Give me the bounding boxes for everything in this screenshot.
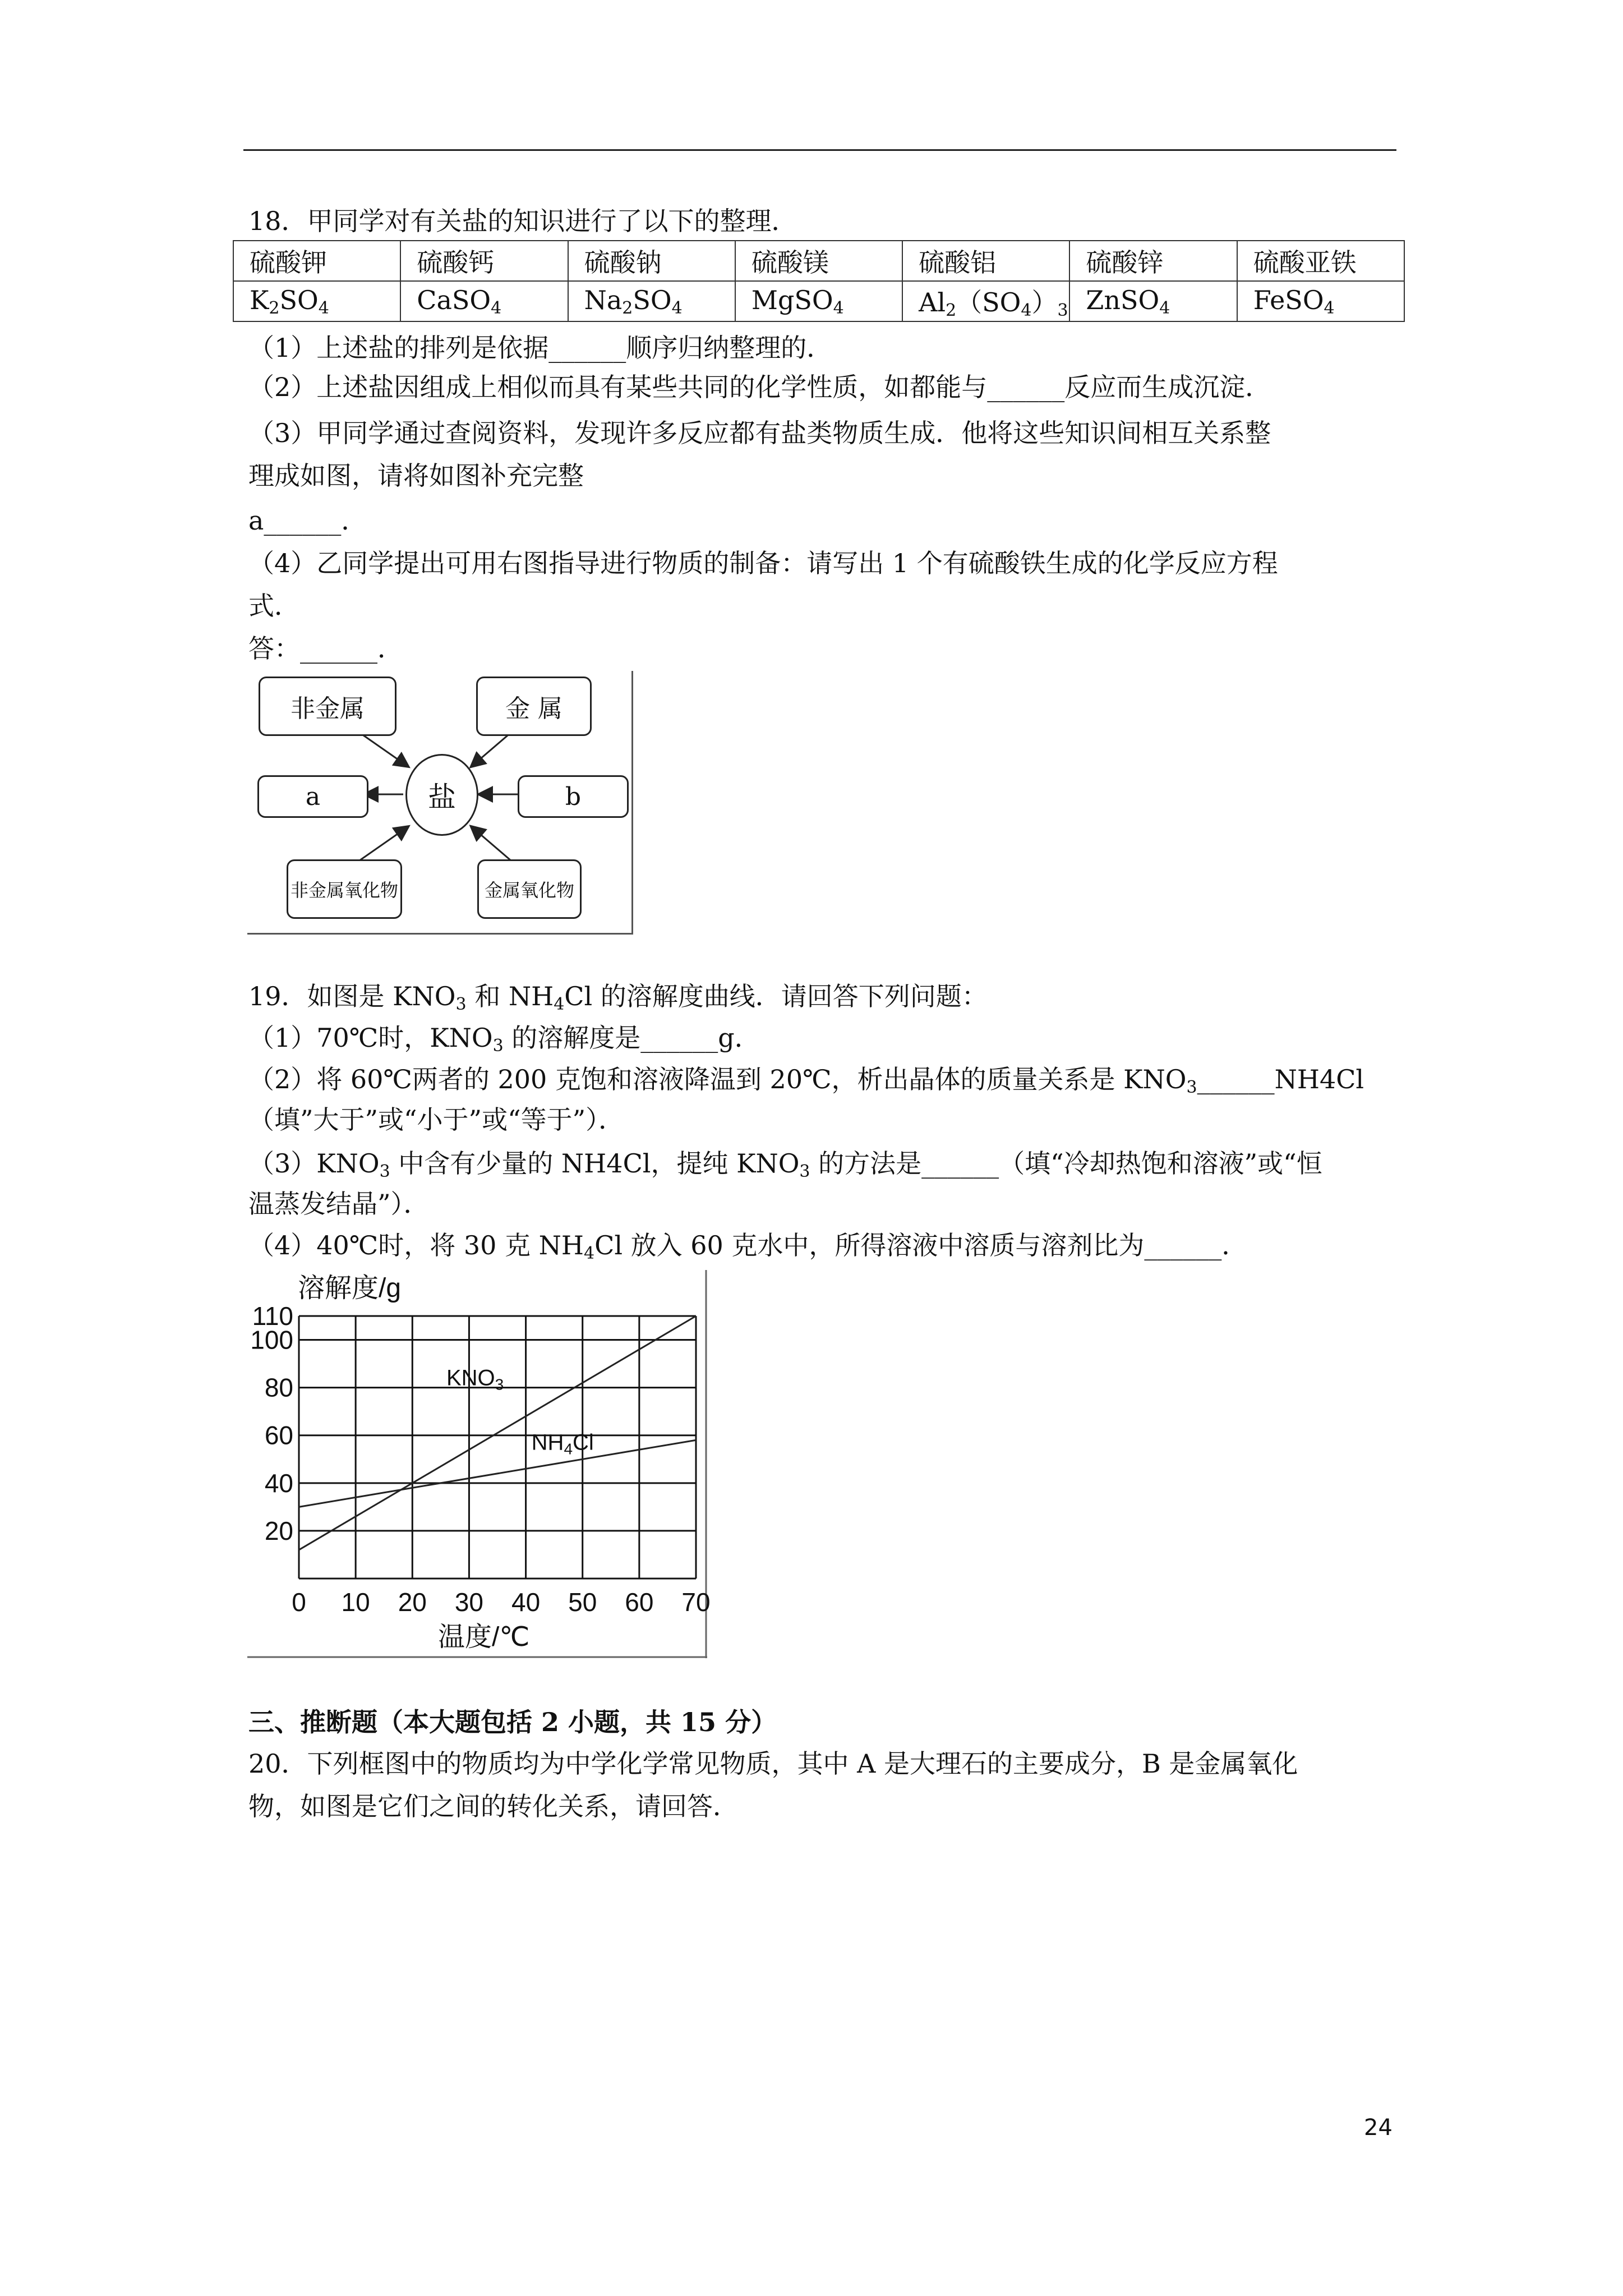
solubility-chart-svg — [247, 1270, 711, 1658]
diagram-frame-right — [631, 671, 633, 935]
y-tick-label: 80 — [264, 1373, 293, 1402]
node-nonmetal: 非金属 — [259, 677, 396, 736]
series-label-nh4cl-sub: 4 — [564, 1440, 573, 1458]
q19-part2-line1: （2）将 60℃两者的 200 克饱和溶液降温到 20℃，析出晶体的质量关系是 $KNO_3\_\_\_\_\_\_NH4Cl$ — [248, 1064, 1364, 1097]
series-label-nh4cl-tail: Cl — [573, 1430, 594, 1455]
salt-name-cell: 硫酸铝 — [902, 241, 1069, 281]
q18-part4-answer: 答：______． — [248, 633, 403, 664]
x-tick-label: 40 — [511, 1588, 541, 1617]
salt-name-cell: 硫酸锌 — [1069, 241, 1237, 281]
series-label-kno3-sub: 3 — [495, 1375, 504, 1393]
q20-line2: 物，如图是它们之间的转化关系，请回答． — [248, 1791, 739, 1821]
chart-ylabel: 溶解度/g — [298, 1273, 402, 1303]
q18-part2: （2）上述盐因组成上相似而具有某些共同的化学性质，如都能与______反应而生成沉淀． — [248, 372, 1271, 402]
q18-part3-answer: a______． — [248, 505, 367, 536]
section3-heading: 三、推断题（本大题包括 2 小题，共 15 分） — [248, 1707, 777, 1737]
chart-series — [299, 1316, 696, 1550]
solubility-chart — [247, 1270, 711, 1658]
node-metal: 金 属 — [476, 677, 592, 736]
series-label-kno3: $KNO_3$ — [446, 1365, 504, 1393]
x-tick-label: 20 — [398, 1588, 427, 1617]
series-line-nh4cl — [299, 1440, 696, 1507]
salt-name-row — [233, 241, 1404, 281]
q19-part2-line2: （填”大于”或“小于”或“等于”）． — [248, 1105, 625, 1135]
salt-name-cell: 硫酸钙 — [400, 241, 568, 281]
y-tick-label: 110 — [252, 1301, 293, 1331]
y-tick-label: 100 — [250, 1325, 293, 1355]
q19-part4: （4）40℃时，将 30 克 $NH_4Cl$ 放入 60 克水中，所得溶液中溶质与溶剂比为______． — [248, 1230, 1248, 1263]
salt-name-cell: 硫酸亚铁 — [1237, 241, 1404, 281]
q18-part1: （1）上述盐的排列是依据______顺序归纳整理的． — [248, 333, 833, 363]
salt-formula-row — [233, 281, 1404, 321]
x-tick-label: 30 — [454, 1588, 484, 1617]
q18-part4-line1: （4）乙同学提出可用右图指导进行物质的制备：请写出 1 个有硫酸铁生成的化学反应方程 — [248, 548, 1278, 578]
salt-formula-cell: FeSO$_4$ — [1237, 281, 1404, 321]
q19-intro: 19．如图是 $KNO_3$ 和 $NH_4Cl$ 的溶解度曲线．请回答下列问题： — [248, 981, 988, 1014]
arrow-nonmetal-oxide — [359, 827, 408, 861]
chart-xlabel: 温度/℃ — [438, 1622, 530, 1652]
arrow-nonmetal — [359, 733, 408, 766]
q20-line1: 20．下列框图中的物质均为中学化学常见物质，其中 A 是大理石的主要成分，B 是金属氧化 — [248, 1749, 1298, 1779]
q19-part1: （1）70℃时，$KNO_3$ 的溶解度是______g． — [248, 1023, 760, 1056]
salt-name-cell: 硫酸钾 — [233, 241, 400, 281]
diagram-frame-bottom — [247, 933, 633, 935]
arrow-metal — [472, 733, 511, 766]
salt-formula-cell: $K_2SO_4$ — [233, 281, 400, 321]
chart-grid — [299, 1316, 696, 1579]
node-metal-oxide: 金属氧化物 — [477, 859, 582, 919]
salt-name-cell: 硫酸镁 — [735, 241, 902, 281]
salt-formula-cell: MgSO$_4$ — [735, 281, 902, 321]
salt-formula-cell: ZnSO$_4$ — [1069, 281, 1237, 321]
salt-formula-cell: $Al_2(SO_4)_3$ — [902, 281, 1069, 321]
x-tick-label: 60 — [625, 1588, 654, 1617]
node-nonmetal-oxide: 非金属氧化物 — [287, 859, 402, 919]
node-a: a — [257, 775, 368, 818]
salt-formula-cell: $Na_2SO_4$ — [568, 281, 735, 321]
x-tick-label: 0 — [292, 1588, 306, 1617]
x-tick-label: 10 — [341, 1588, 370, 1617]
series-label-nh4cl: $NH_4Cl$ — [531, 1430, 594, 1458]
header-rule — [243, 149, 1396, 151]
arrow-metal-oxide — [472, 827, 511, 861]
series-line-kno3 — [299, 1316, 696, 1550]
salt-relationship-diagram — [247, 671, 633, 935]
y-tick-label: 20 — [264, 1516, 293, 1545]
salt-formula-cell: CaSO$_4$ — [400, 281, 568, 321]
node-salt: 盐 — [405, 754, 478, 836]
y-tick-label: 60 — [264, 1420, 293, 1450]
page-number: 24 — [1364, 2115, 1393, 2141]
x-tick-label: 50 — [568, 1588, 597, 1617]
q18-intro: 18．甲同学对有关盐的知识进行了以下的整理． — [248, 206, 797, 236]
salt-name-cell: 硫酸钠 — [568, 241, 735, 281]
q19-part3-line1: $(3)KNO_3$ 中含有少量的 NH4Cl，提纯 $KNO_3$ 的方法是______（填“冷却热饱和溶液”或“恒 — [248, 1148, 1322, 1181]
q19-part3-line2: 温蒸发结晶”）． — [248, 1189, 430, 1219]
q18-part3-line2: 理成如图，请将如图补充完整 — [248, 461, 584, 491]
q18-part3-line1: （3）甲同学通过查阅资料，发现许多反应都有盐类物质生成．他将这些知识间相互关系整 — [248, 418, 1271, 448]
y-tick-label: 40 — [264, 1468, 293, 1498]
node-b: b — [518, 775, 629, 818]
q18-part4-line2: 式． — [248, 591, 300, 621]
x-tick-label: 70 — [681, 1588, 711, 1617]
salt-table — [233, 240, 1405, 322]
